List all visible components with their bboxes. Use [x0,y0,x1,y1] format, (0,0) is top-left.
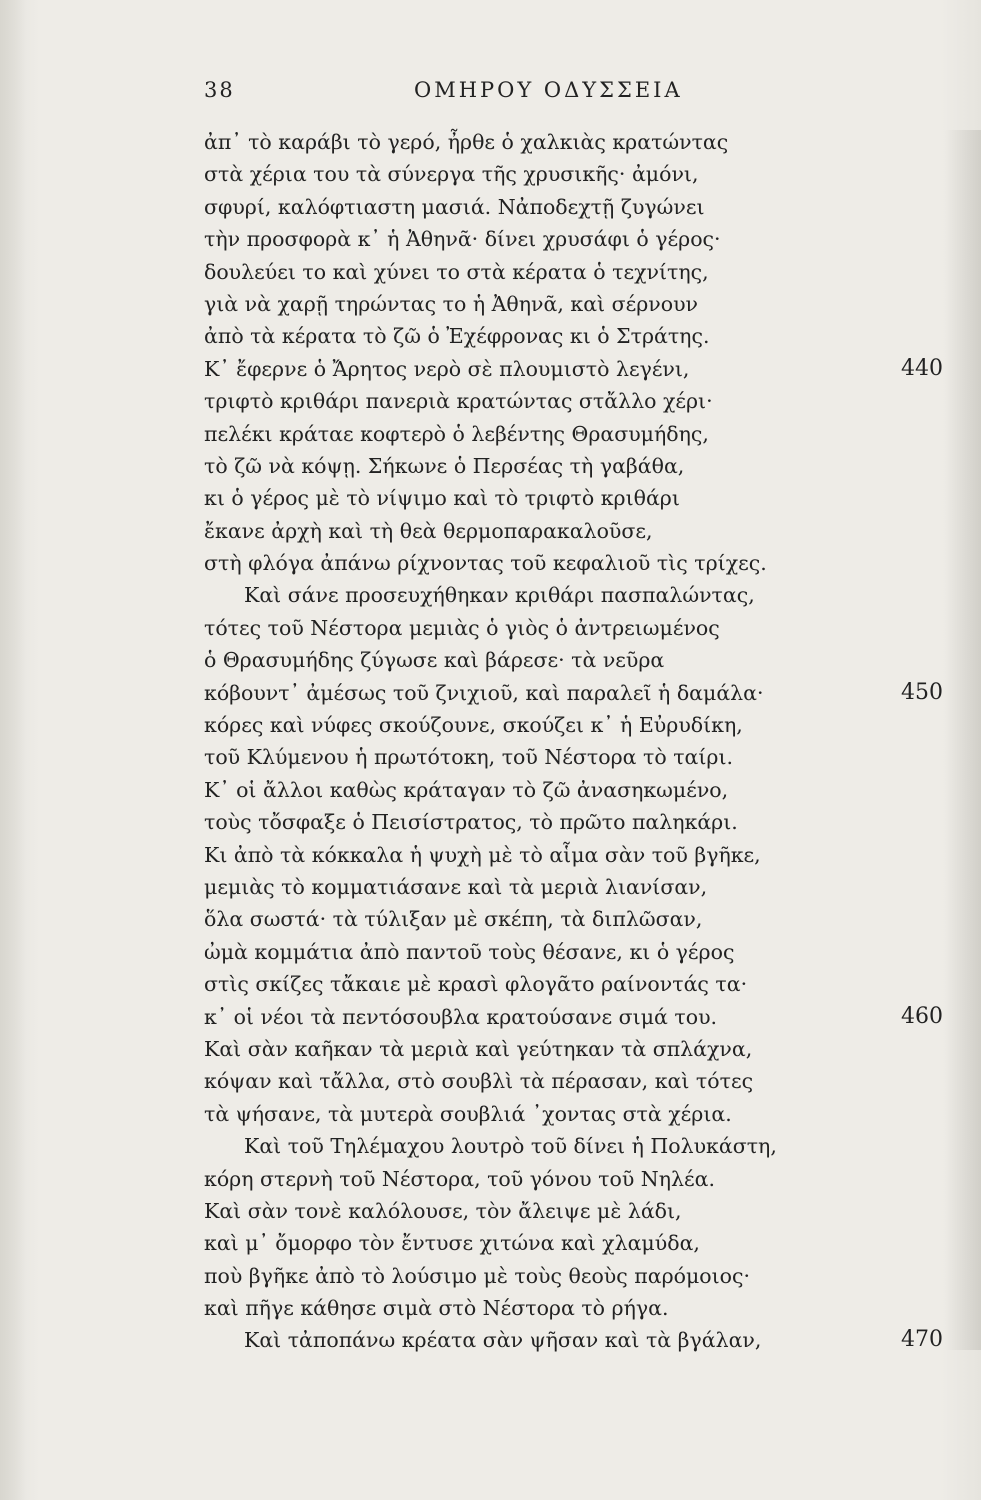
verse-text: κόρες καὶ νύφες σκούζουνε, σκούζει κ᾿ ἡ Εὐρυδίκη, [204,713,743,738]
verse-text: κ᾿ οἱ νέοι τὰ πεντόσουβλα κρατούσανε σιμά του. [204,1004,718,1029]
verse-line [204,1292,949,1324]
verse-text: Καὶ σάνε προσευχήθηκαν κριθάρι πασπαλώντας, [244,583,755,608]
line-number: 470 [901,1327,943,1353]
verse-text: Καὶ σὰν καῆκαν τὰ μεριὰ καὶ γεύτηκαν τὰ σπλάχνα, [204,1036,753,1061]
verse-line [204,482,949,514]
verse-text: τὸ ζῶ νὰ κόψῃ. Σήκωνε ὁ Περσέας τὴ γαβάθα, [204,453,685,478]
verse-line [204,1324,949,1356]
verse-text: τότες τοῦ Νέστορα μεμιὰς ὁ γιὸς ὁ ἀντρειωμένος [204,615,720,640]
verse-line [204,839,949,871]
verse-line [204,612,949,644]
verse-line [204,1033,949,1065]
verse-text: ὠμὰ κομμάτια ἀπὸ παντοῦ τοὺς θέσανε, κι ὁ γέρος [204,939,735,964]
verse-block [204,126,949,1357]
verse-line [204,256,949,288]
verse-text: Κ᾿ οἱ ἄλλοι καθὼς κράταγαν τὸ ζῶ ἀνασηκωμένο, [204,777,729,802]
line-number: 450 [901,679,943,705]
verse-line [204,450,949,482]
show-through-shadow [945,130,981,1350]
verse-text: δουλεύει το καὶ χύνει το στὰ κέρατα ὁ τεχνίτης, [204,259,709,284]
verse-line [204,320,949,352]
verse-line [204,547,949,579]
verse-line [204,1163,949,1195]
verse-line [204,1195,949,1227]
verse-line [204,644,949,676]
verse-line [204,223,949,255]
verse-text: κι ὁ γέρος μὲ τὸ νίψιμο καὶ τὸ τριφτὸ κριθάρι [204,486,680,511]
verse-line [204,903,949,935]
verse-text: Καὶ τἀποπάνω κρέατα σὰν ψῆσαν καὶ τὰ βγάλαν, [244,1328,762,1353]
verse-line [204,1260,949,1292]
line-number: 440 [901,355,943,381]
verse-text: σφυρί, καλόφτιαστη μασιά. Νἀποδεχτῇ ζυγώνει [204,194,705,219]
verse-line [204,677,949,709]
verse-text: στὰ χέρια του τὰ σύνεργα τῆς χρυσικῆς· ἀμόνι, [204,162,699,187]
verse-text: ἀπὸ τὰ κέρατα τὸ ζῶ ὁ Ἐχέφρονας κι ὁ Στράτης. [204,324,710,349]
verse-line [204,126,949,158]
verse-text: τοῦ Κλύμενου ἡ πρωτότοκη, τοῦ Νέστορα τὸ ταίρι. [204,745,734,770]
verse-line [204,1098,949,1130]
verse-line [204,1065,949,1097]
verse-text: Καὶ σὰν τονὲ καλόλουσε, τὸν ἄλειψε μὲ λάδι, [204,1198,682,1223]
page-number: 38 [204,78,235,102]
verse-line [204,158,949,190]
verse-text: καὶ μ᾿ ὄμορφο τὸν ἔντυσε χιτώνα καὶ χλαμύδα, [204,1231,700,1256]
verse-line [204,353,949,385]
page-spine-shadow [0,0,26,1500]
verse-text: ποὺ βγῆκε ἀπὸ τὸ λούσιμο μὲ τοὺς θεοὺς παρόμοιος· [204,1263,751,1288]
verse-line [204,806,949,838]
verse-text: γιὰ νὰ χαρῇ τηρώντας το ἡ Ἀθηνᾶ, καὶ σέρνουν [204,291,698,316]
verse-text: πελέκι κράταε κοφτερὸ ὁ λεβέντης Θρασυμήδης, [204,421,709,446]
verse-text: Κ᾿ ἔφερνε ὁ Ἄρητος νερὸ σὲ πλουμιστὸ λεγένι, [204,356,690,381]
verse-text: καὶ πῆγε κάθησε σιμὰ στὸ Νέστορα τὸ ρήγα. [204,1296,669,1321]
page-header [204,74,944,110]
verse-line [204,741,949,773]
running-title: ΟΜΗΡΟΥ ΟΔΥΣΣΕΙΑ [414,78,683,102]
verse-line [204,871,949,903]
verse-line [204,774,949,806]
verse-text: ὁ Θρασυμήδης ζύγωσε καὶ βάρεσε· τὰ νεῦρα [204,648,665,673]
verse-text: τὴν προσφορὰ κ᾿ ἡ Ἀθηνᾶ· δίνει χρυσάφι ὁ γέρος· [204,227,721,252]
verse-text: στὶς σκίζες τἄκαιε μὲ κρασὶ φλογᾶτο ραίνοντάς τα· [204,972,748,997]
verse-line [204,1130,949,1162]
verse-text: μεμιὰς τὸ κομματιάσανε καὶ τὰ μεριὰ λιανίσαν, [204,874,708,899]
verse-text: τριφτὸ κριθάρι πανεριὰ κρατώντας στἄλλο χέρι· [204,389,713,414]
verse-text: Καὶ τοῦ Τηλέμαχου λουτρὸ τοῦ δίνει ἡ Πολυκάστη, [244,1134,777,1159]
verse-line [204,385,949,417]
verse-text: κόρη στερνὴ τοῦ Νέστορα, τοῦ γόνου τοῦ Νηλέα. [204,1166,715,1191]
verse-text: στὴ φλόγα ἀπάνω ρίχνοντας τοῦ κεφαλιοῦ τὶς τρίχες. [204,551,767,576]
verse-text: κόψαν καὶ τἄλλα, στὸ σουβλὶ τὰ πέρασαν, καὶ τότες [204,1069,754,1094]
line-number: 460 [901,1003,943,1029]
verse-line [204,709,949,741]
verse-line [204,579,949,611]
verse-text: Κι ἀπὸ τὰ κόκκαλα ἡ ψυχὴ μὲ τὸ αἷμα σὰν τοῦ βγῆκε, [204,842,761,867]
verse-line [204,418,949,450]
verse-text: ὅλα σωστά· τὰ τύλιξαν μὲ σκέπη, τὰ διπλῶσαν, [204,907,703,932]
verse-text: τὰ ψήσανε, τὰ μυτερὰ σουβλιά ᾿χοντας στὰ χέρια. [204,1101,732,1126]
verse-text: κόβουντ᾿ ἀμέσως τοῦ ζνιχιοῦ, καὶ παραλεῖ ἡ δαμάλα· [204,680,764,705]
verse-line [204,191,949,223]
verse-text: ἀπ᾿ τὸ καράβι τὸ γερό, ἦρθε ὁ χαλκιὰς κρατώντας [204,130,729,154]
verse-line [204,968,949,1000]
verse-line [204,936,949,968]
verse-line [204,1001,949,1033]
verse-line [204,515,949,547]
verse-text: ἔκανε ἀρχὴ καὶ τὴ θεὰ θερμοπαρακαλοῦσε, [204,518,653,543]
verse-line [204,1227,949,1259]
verse-text: τοὺς τὄσφαξε ὁ Πεισίστρατος, τὸ πρῶτο παληκάρι. [204,810,738,835]
verse-line [204,288,949,320]
